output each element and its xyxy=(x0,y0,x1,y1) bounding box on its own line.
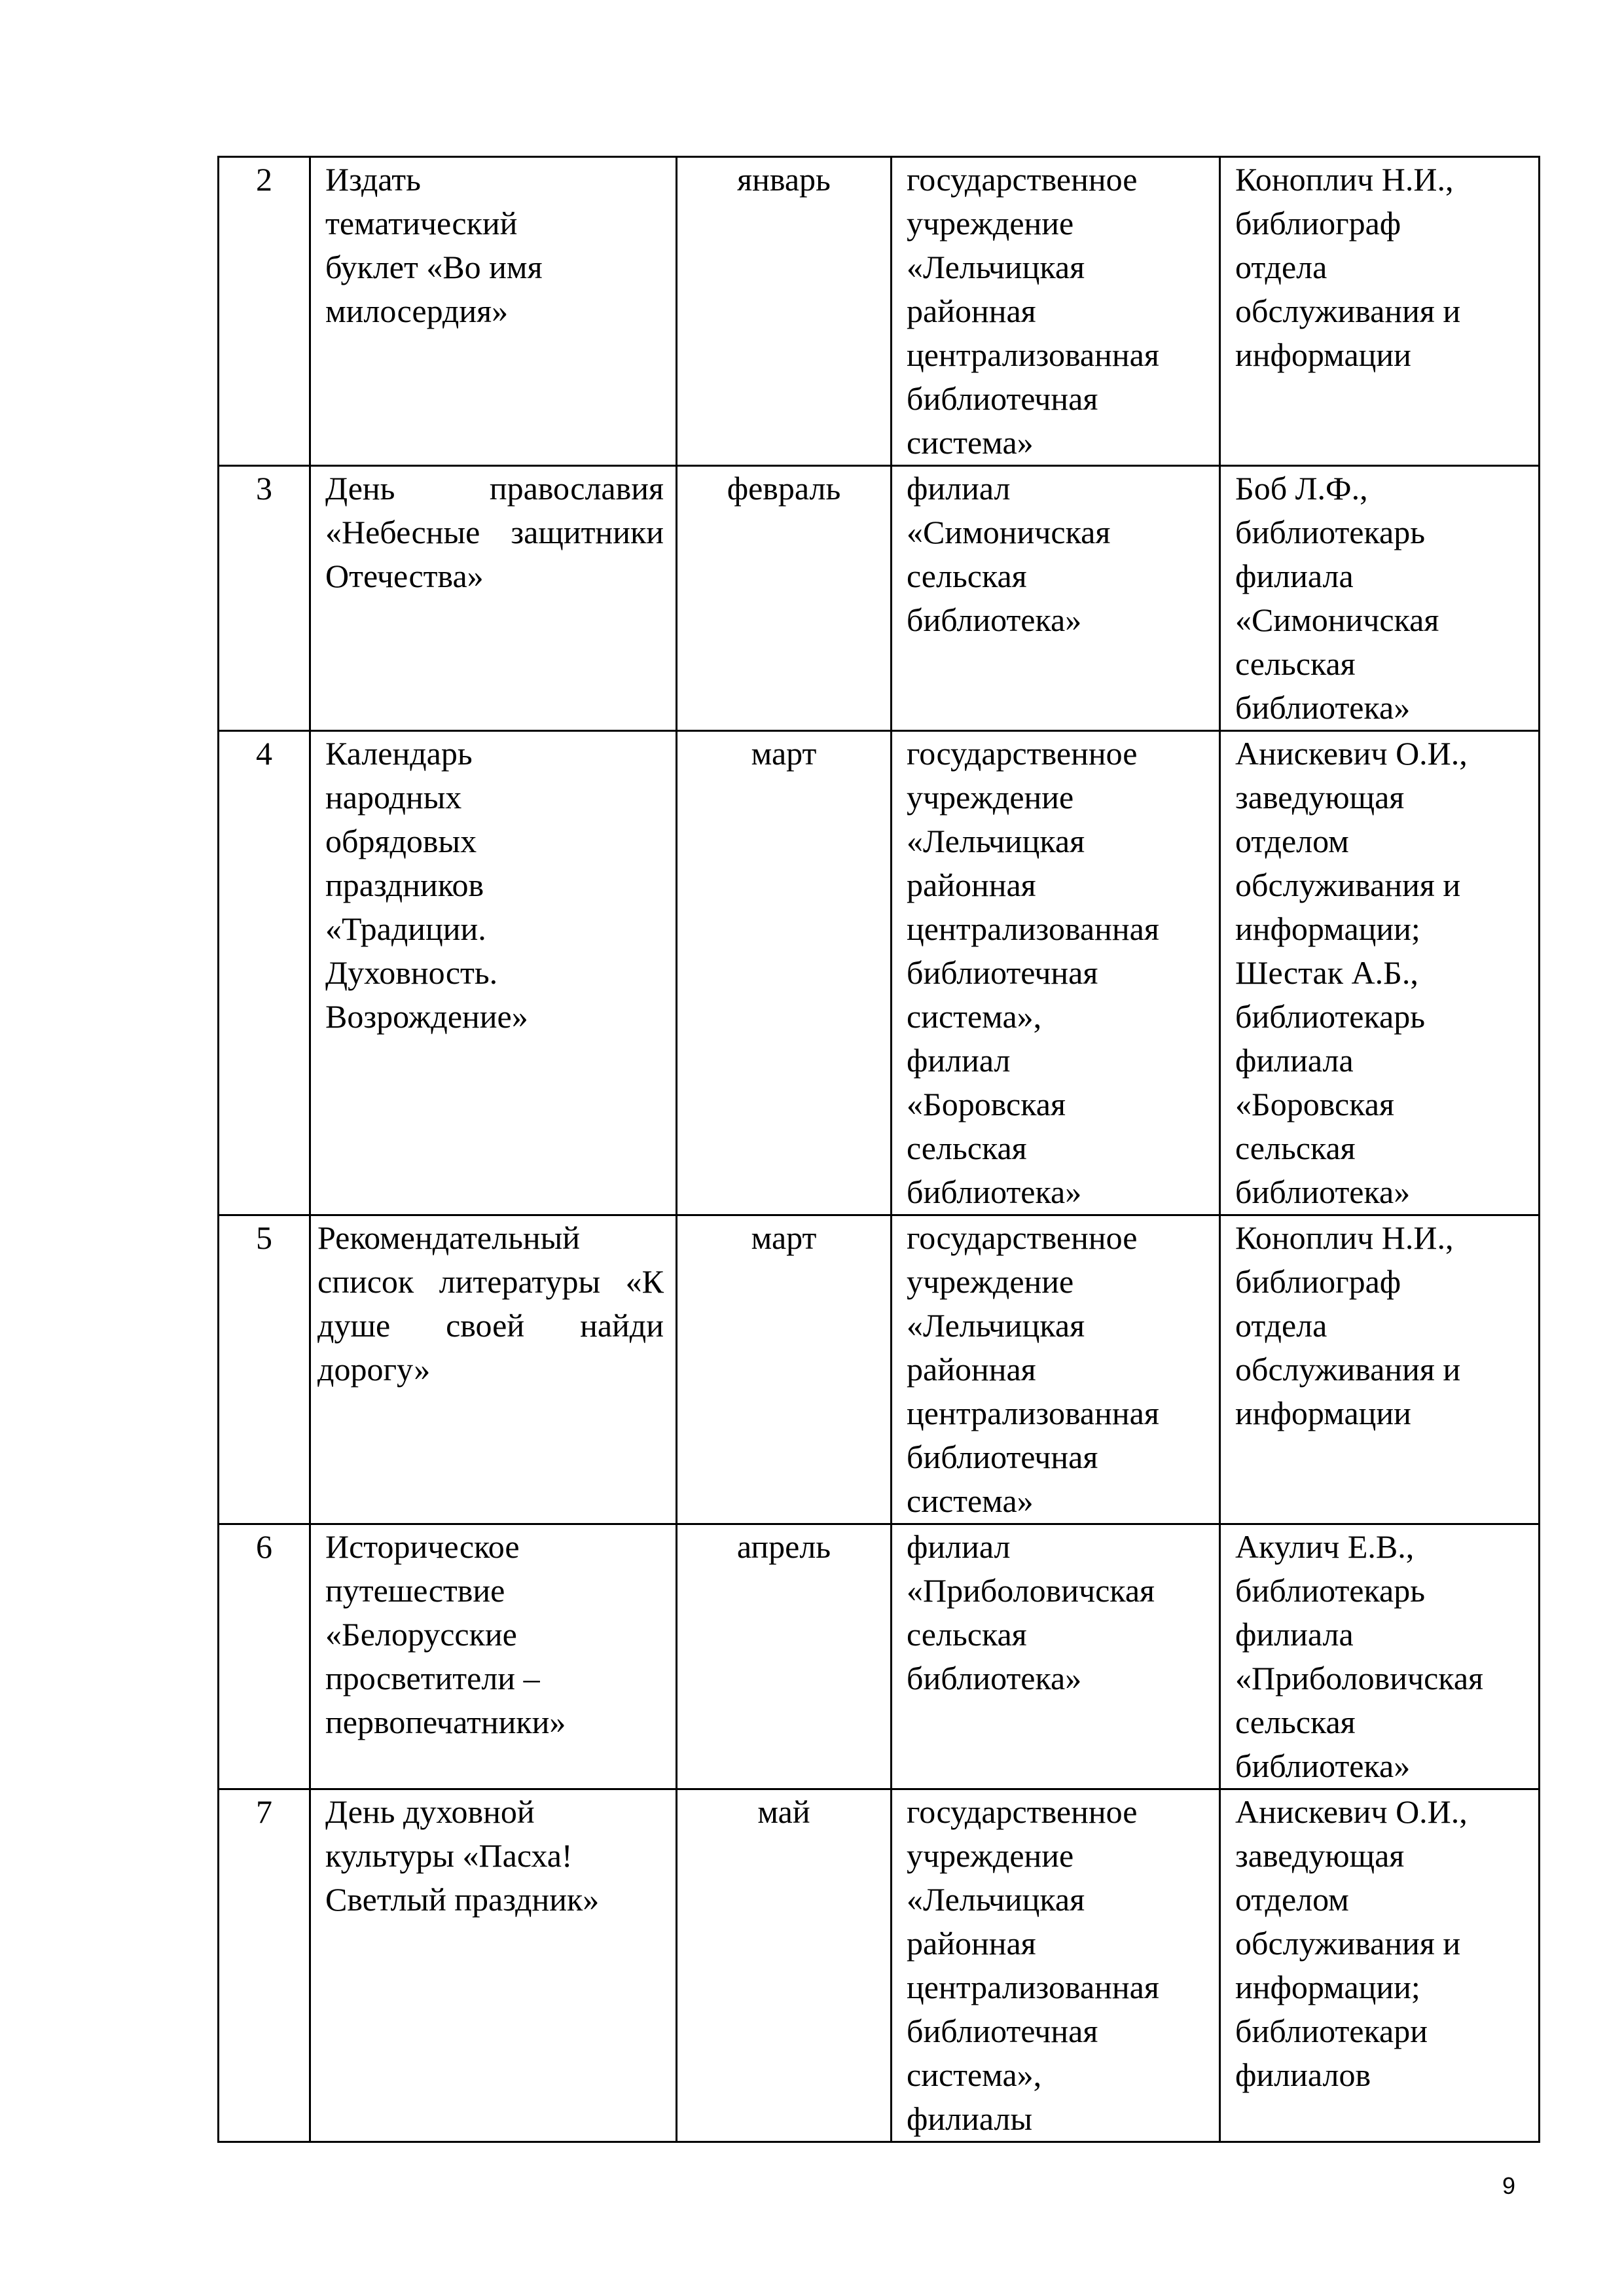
event-date-cell xyxy=(677,1524,892,1789)
event-place: государственное учреждение «Лельчицкая районная централизованная библиотечная система», филиал «Боровская сельская библиотека» xyxy=(907,735,1159,1210)
event-date-cell xyxy=(677,1215,892,1524)
event-title-cell xyxy=(310,466,677,731)
event-date-cell xyxy=(677,1789,892,2142)
responsible-cell xyxy=(1220,157,1540,466)
event-title-cell xyxy=(310,157,677,466)
table-row xyxy=(219,1789,1540,2142)
event-date: апрель xyxy=(736,1528,831,1565)
row-number-cell xyxy=(219,731,310,1215)
row-number-cell xyxy=(219,157,310,466)
responsible-cell xyxy=(1220,731,1540,1215)
row-number-cell xyxy=(219,1789,310,2142)
responsible-person: Коноплич Н.И., библиограф отдела обслуживания и информации xyxy=(1235,161,1461,373)
event-place: государственное учреждение «Лельчицкая районная централизованная библиотечная система» xyxy=(907,1219,1159,1519)
events-plan-table xyxy=(217,156,1540,2143)
event-place-cell xyxy=(892,466,1220,731)
row-number: 7 xyxy=(256,1793,272,1830)
row-number-cell xyxy=(219,1524,310,1789)
event-title: День православия «Небесные защитники Отечества» xyxy=(325,470,664,594)
responsible-person: Анискевич О.И., заведующая отделом обслуживания и информации; Шестак А.Б., библиотекарь филиала «Боровская сельская библиотека» xyxy=(1235,735,1468,1210)
event-date-cell xyxy=(677,157,892,466)
event-title: Издать тематический буклет «Во имя милосердия» xyxy=(325,161,543,329)
event-place: филиал «Симоничская сельская библиотека» xyxy=(907,470,1111,638)
event-place-cell xyxy=(892,1524,1220,1789)
event-title-cell xyxy=(310,1215,677,1524)
event-place: государственное учреждение «Лельчицкая районная централизованная библиотечная система» xyxy=(907,161,1159,461)
event-title: День духовной культуры «Пасха! Светлый праздник» xyxy=(325,1793,600,1918)
table-row xyxy=(219,1215,1540,1524)
row-number: 5 xyxy=(256,1219,272,1256)
responsible-person: Боб Л.Ф., библиотекарь филиала «Симоничская сельская библиотека» xyxy=(1235,470,1439,726)
event-date: май xyxy=(757,1793,810,1830)
responsible-person: Коноплич Н.И., библиограф отдела обслуживания и информации xyxy=(1235,1219,1461,1431)
event-title-cell xyxy=(310,731,677,1215)
event-place: филиал «Приболовичская сельская библиотека» xyxy=(907,1528,1155,1696)
table-row xyxy=(219,1524,1540,1789)
table-row xyxy=(219,466,1540,731)
row-number: 6 xyxy=(256,1528,272,1565)
event-title: Рекомендательный список литературы «К душе своей найди дорогу» xyxy=(317,1219,664,1388)
event-title-cell xyxy=(310,1789,677,2142)
event-date: январь xyxy=(737,161,831,198)
page-number: 9 xyxy=(1502,2172,1515,2199)
event-date: март xyxy=(751,735,817,772)
row-number: 3 xyxy=(256,470,272,507)
event-place: государственное учреждение «Лельчицкая районная централизованная библиотечная система», филиалы xyxy=(907,1793,1159,2137)
row-number: 2 xyxy=(256,161,272,198)
event-date-cell xyxy=(677,731,892,1215)
event-date: февраль xyxy=(727,470,841,507)
event-title: Историческое путешествие «Белорусские просветители – первопечатники» xyxy=(325,1528,566,1740)
responsible-cell xyxy=(1220,1789,1540,2142)
event-title-cell xyxy=(310,1524,677,1789)
table-row xyxy=(219,731,1540,1215)
row-number: 4 xyxy=(256,735,272,772)
table-row xyxy=(219,157,1540,466)
event-place-cell xyxy=(892,157,1220,466)
row-number-cell xyxy=(219,466,310,731)
event-place-cell xyxy=(892,1215,1220,1524)
event-place-cell xyxy=(892,731,1220,1215)
responsible-person: Анискевич О.И., заведующая отделом обслуживания и информации; библиотекари филиалов xyxy=(1235,1793,1468,2093)
responsible-cell xyxy=(1220,1215,1540,1524)
event-place-cell xyxy=(892,1789,1220,2142)
event-date-cell xyxy=(677,466,892,731)
responsible-person: Акулич Е.В., библиотекарь филиала «Приболовичская сельская библиотека» xyxy=(1235,1528,1484,1784)
responsible-cell xyxy=(1220,1524,1540,1789)
row-number-cell xyxy=(219,1215,310,1524)
event-title: Календарь народных обрядовых праздников «Традиции. Духовность. Возрождение» xyxy=(325,735,528,1035)
event-date: март xyxy=(751,1219,817,1256)
responsible-cell xyxy=(1220,466,1540,731)
